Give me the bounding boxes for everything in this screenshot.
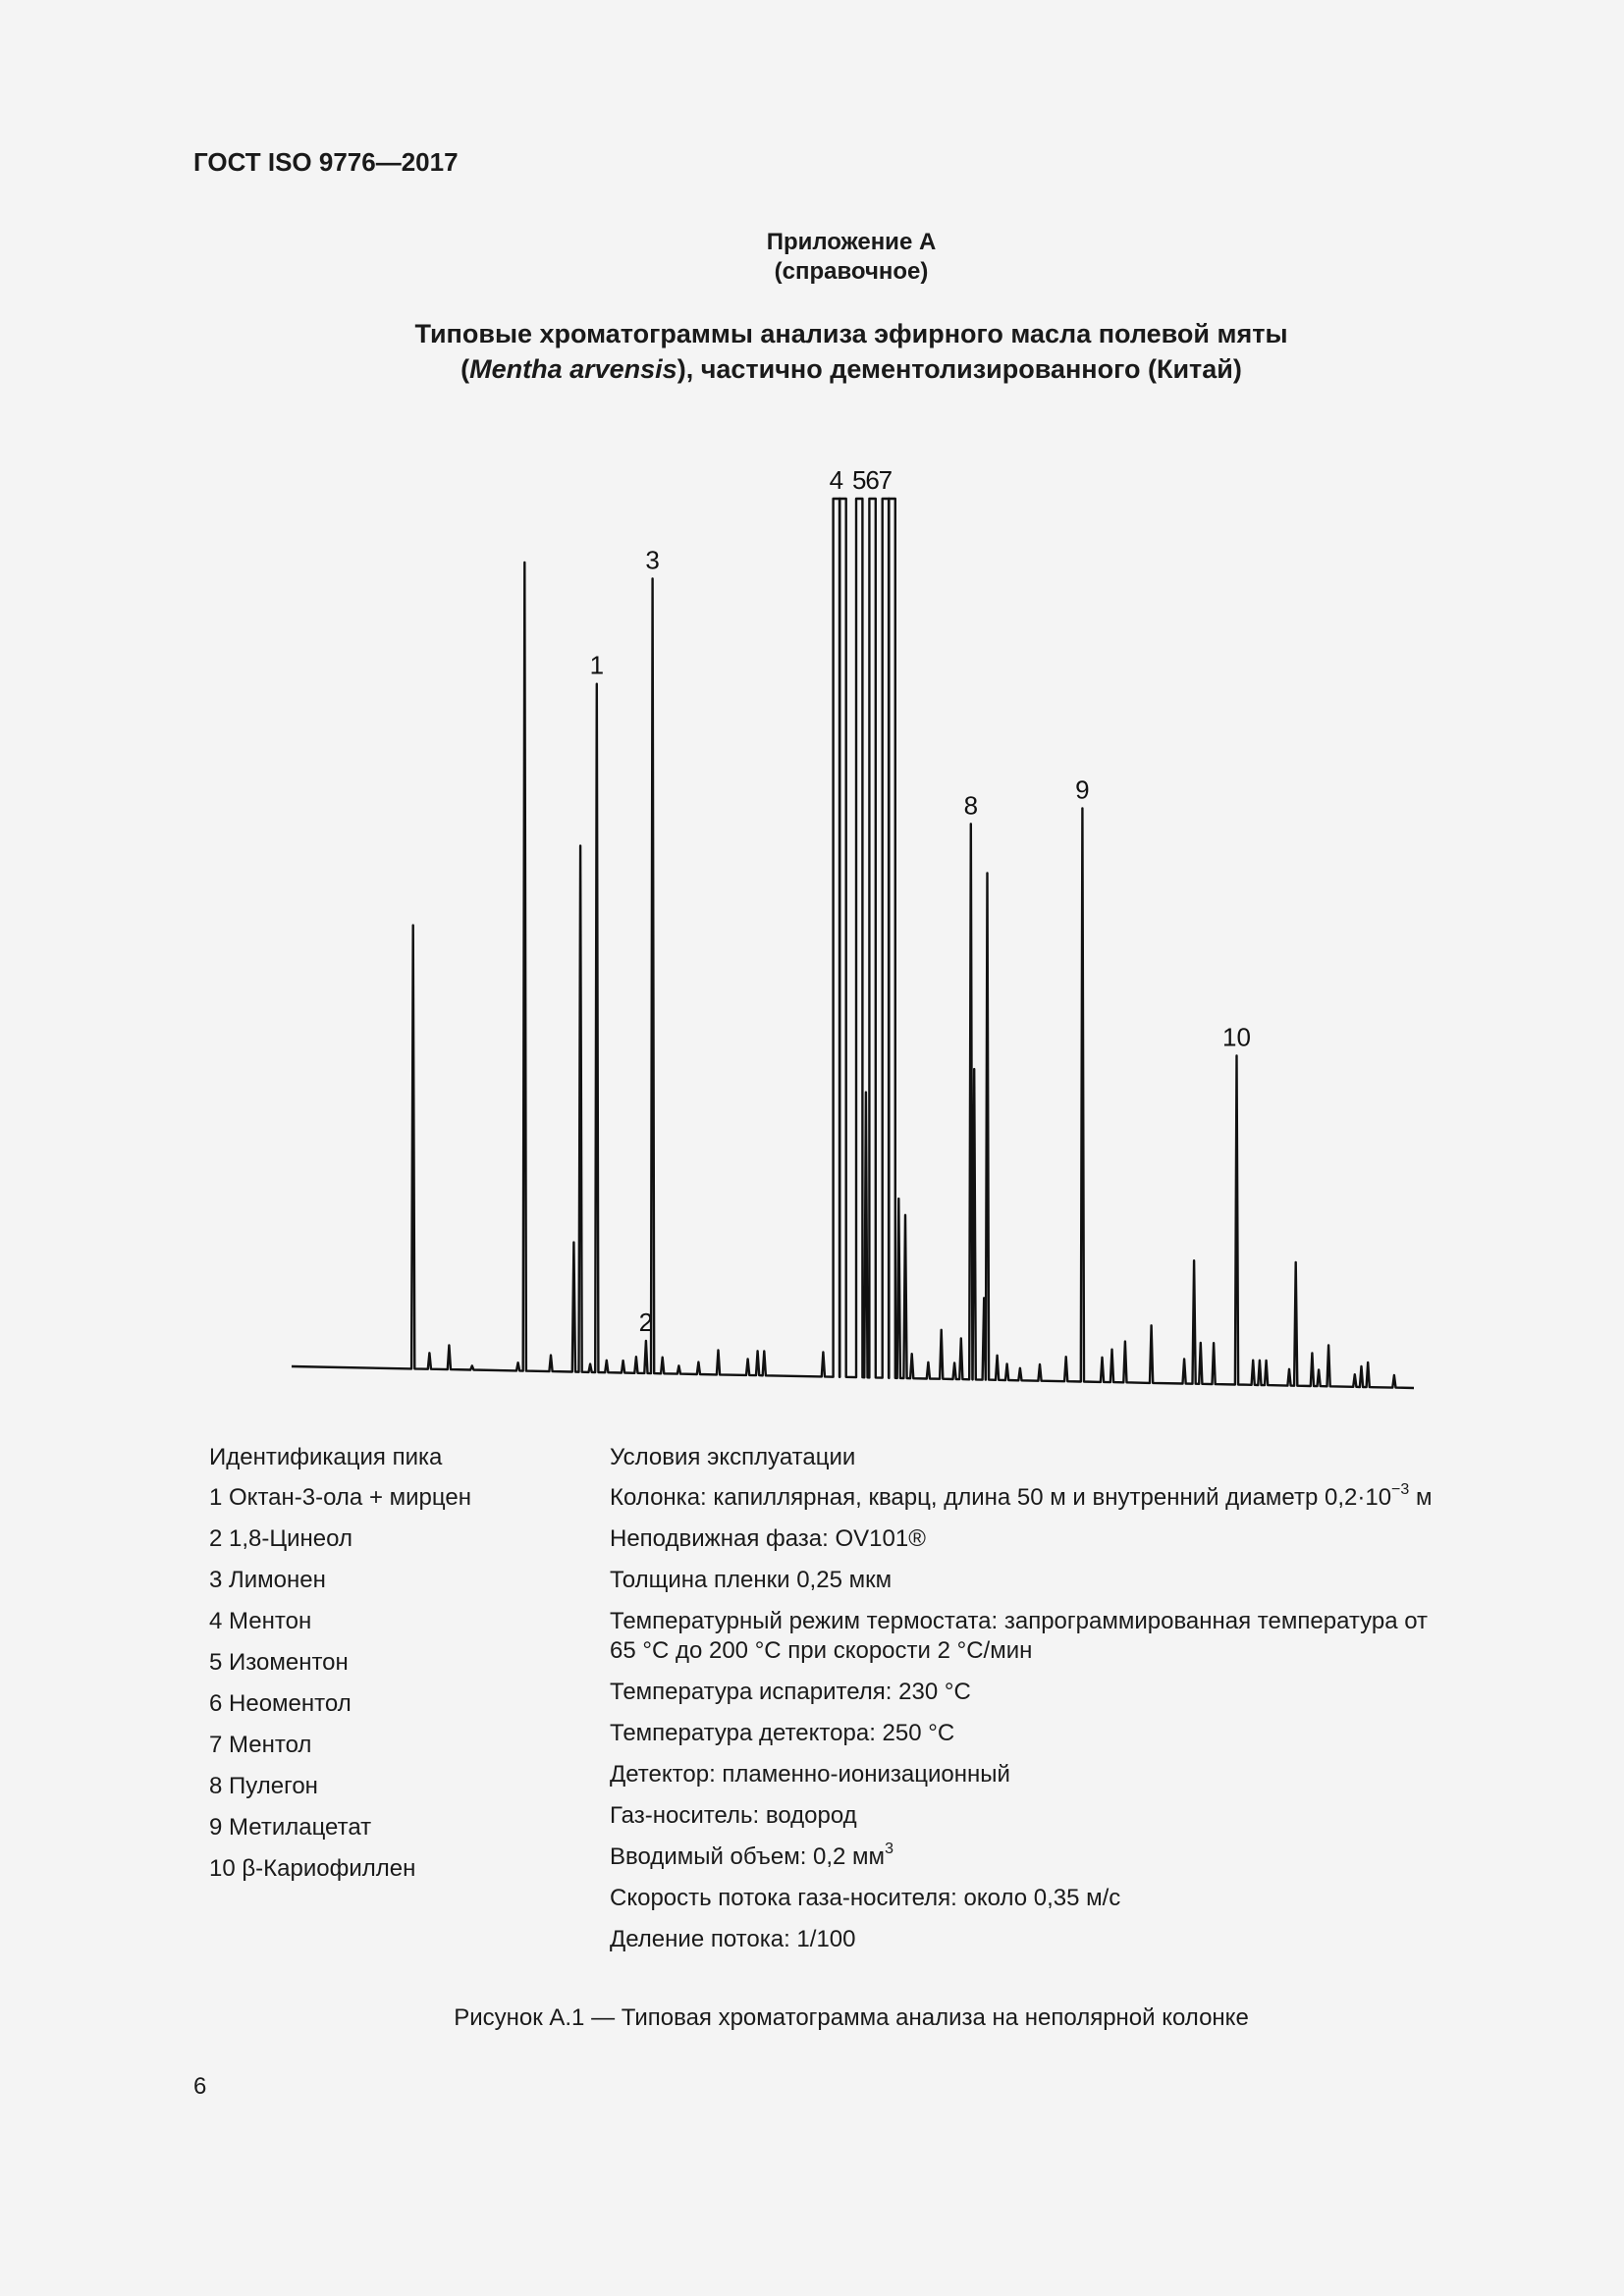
column-text: Колонка: капиллярная, кварц, длина 50 м и внутренний диаметр 0,2·10 bbox=[610, 1484, 1392, 1511]
peak-label: 4 bbox=[829, 465, 844, 495]
peak-id-item: 10 β-Кариофиллен bbox=[209, 1855, 416, 1882]
page-number: 6 bbox=[193, 2073, 207, 2100]
peak-id-item: 3 Лимонен bbox=[209, 1567, 326, 1593]
condition-film: Толщина пленки 0,25 мкм bbox=[610, 1567, 893, 1593]
column-exponent: −3 bbox=[1391, 1481, 1410, 1498]
peak-label: 6 bbox=[865, 465, 880, 495]
peak-id-item: 9 Метилацетат bbox=[209, 1814, 372, 1841]
condition-detector: Детектор: пламенно-ионизационный bbox=[610, 1761, 1010, 1788]
peak-label: 7 bbox=[878, 465, 893, 495]
peak-label: 9 bbox=[1075, 774, 1090, 805]
volume-text: Вводимый объем: 0,2 мм bbox=[610, 1843, 886, 1870]
figure-title-line1: Типовые хроматограммы анализа эфирного масла полевой мяты bbox=[414, 319, 1288, 348]
condition-oven-line1: Температурный режим термостата: запрограммированная температура от bbox=[610, 1608, 1429, 1634]
chromatogram bbox=[0, 432, 1624, 1414]
peak-label: 3 bbox=[645, 545, 660, 575]
peak-id-item: 2 1,8-Цинеол bbox=[209, 1525, 352, 1552]
peak-id-item: 1 Октан-3-ола + мирцен bbox=[209, 1484, 471, 1511]
condition-volume bbox=[610, 1842, 893, 1872]
condition-stationary-phase: Неподвижная фаза: OV101® bbox=[610, 1525, 926, 1552]
peak-label: 10 bbox=[1222, 1022, 1251, 1052]
column-unit: м bbox=[1409, 1484, 1433, 1511]
chromatogram-trace bbox=[292, 499, 1414, 1388]
volume-exponent: 3 bbox=[885, 1841, 893, 1857]
peak-label: 8 bbox=[963, 790, 979, 821]
peak-label: 1 bbox=[589, 650, 605, 680]
species-name: Mentha arvensis bbox=[469, 354, 677, 384]
figure-title-rest: ), частично дементолизированного (Китай) bbox=[677, 354, 1242, 384]
annex-type: (справочное) bbox=[774, 258, 929, 285]
condition-injector: Температура испарителя: 230 °С bbox=[610, 1679, 971, 1705]
peak-id-item: 7 Ментол bbox=[209, 1732, 312, 1758]
document-id: ГОСТ ISO 9776—2017 bbox=[193, 147, 459, 177]
figure-title-open: ( bbox=[460, 354, 470, 384]
peak-labels bbox=[590, 465, 1251, 1337]
peak-id-heading: Идентификация пика bbox=[209, 1444, 443, 1470]
peak-label: 2 bbox=[638, 1307, 654, 1337]
condition-carrier: Газ-носитель: водород bbox=[610, 1802, 857, 1829]
condition-split: Деление потока: 1/100 bbox=[610, 1926, 856, 1952]
peak-id-item: 8 Пулегон bbox=[209, 1773, 318, 1799]
conditions-heading: Условия эксплуатации bbox=[610, 1444, 856, 1470]
annex-title: Приложение А bbox=[766, 229, 937, 255]
figure-caption: Рисунок А.1 — Типовая хроматограмма анализа на неполярной колонке bbox=[454, 2004, 1249, 2031]
condition-detector-temp: Температура детектора: 250 °С bbox=[610, 1720, 955, 1746]
peak-id-item: 4 Ментон bbox=[209, 1608, 312, 1634]
figure-title-line2 bbox=[0, 350, 1624, 388]
peak-id-item: 6 Неоментол bbox=[209, 1690, 352, 1717]
peak-label: 5 bbox=[851, 465, 867, 495]
condition-oven-line2: 65 °С до 200 °С при скорости 2 °С/мин bbox=[610, 1637, 1033, 1664]
peak-id-item: 5 Изоментон bbox=[209, 1649, 349, 1676]
condition-flow: Скорость потока газа-носителя: около 0,35 м/с bbox=[610, 1885, 1121, 1911]
condition-column bbox=[610, 1483, 1432, 1513]
